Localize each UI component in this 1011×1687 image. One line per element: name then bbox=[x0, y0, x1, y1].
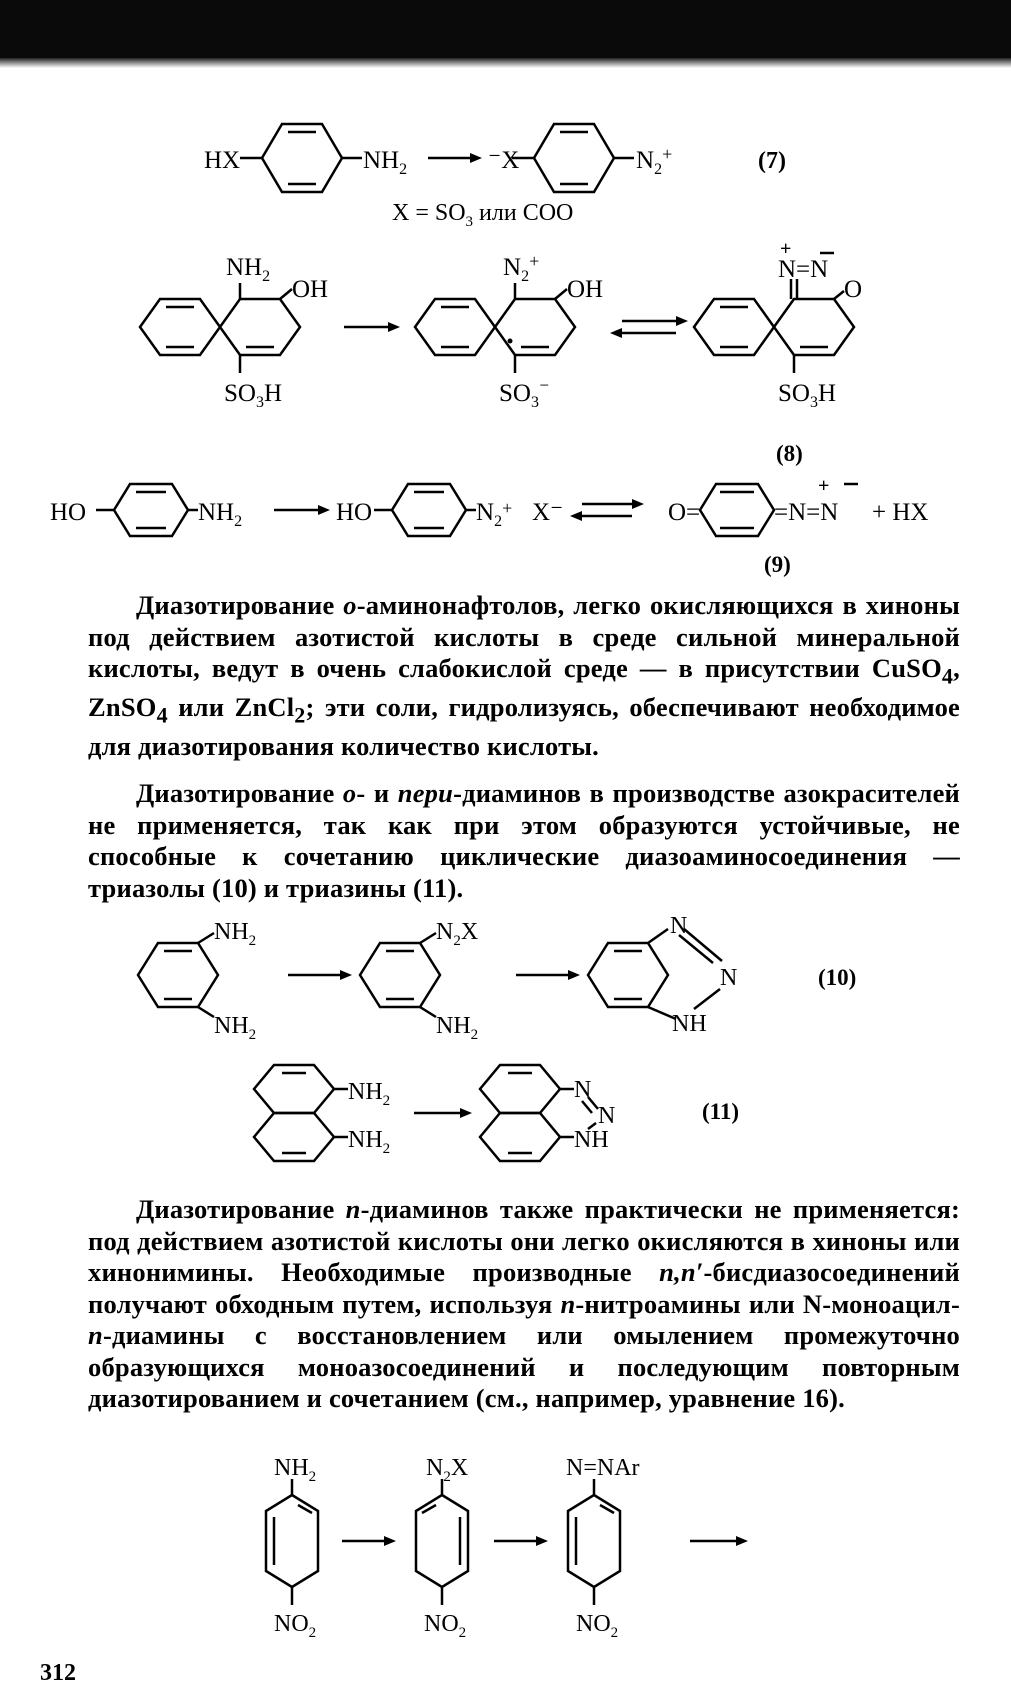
svg-text:SO3⁻: $SO_3^{^-}$ bbox=[499, 378, 550, 411]
eq9-m2-anion: X⁻ bbox=[532, 499, 564, 526]
svg-text:N2X: $N_2X$ bbox=[436, 919, 479, 949]
eq16-m1-bottom: NO bbox=[274, 1611, 309, 1637]
eq9-m3-charge: + bbox=[818, 475, 830, 497]
eq8-m3-charge: + bbox=[780, 238, 792, 260]
eq10-m3-n2: N bbox=[720, 965, 738, 991]
paragraph-3: Диазотирование п-диаминов также практически не применяется: под действием азотистой кислоты они легко окисляются в хиноны или хинонимины. Необходимые производные п,п′-бисдиазосоединений получают обходным путем, используя п-нитроамины или N-моноацил-п-диамины с восстановлением или омылением промежуточно образующихся моноазосоединений и последующим повторным диазотированием и сочетанием (см., например, уравнение 16). bbox=[88, 1194, 961, 1413]
scheme-16 bbox=[0, 1455, 1011, 1645]
eq11-m2-n1: N bbox=[574, 1077, 592, 1103]
svg-text:NO2: $NO_2$ bbox=[274, 1611, 317, 1641]
svg-text:NO2: $NO_2$ bbox=[576, 1611, 619, 1641]
svg-text:N2+: $N_2^+$ bbox=[636, 144, 673, 178]
eq10-m2-top: N bbox=[436, 919, 454, 945]
scheme-11 bbox=[0, 1055, 1011, 1175]
eq8-m2-side: OH bbox=[567, 276, 604, 303]
svg-text:N2+: $N_2^+$ bbox=[476, 498, 513, 530]
eq11-m2-nh: NH bbox=[574, 1127, 609, 1153]
eq8-m3-top: N=N bbox=[778, 256, 829, 283]
eq8-m2-bottom: SO bbox=[499, 380, 531, 407]
scan-top-shadow bbox=[0, 58, 1011, 68]
eq16-m2-bottom: NO bbox=[424, 1611, 459, 1637]
paragraph-2: Диазотирование о- и пери-диаминов в производстве азокрасителей не применяется, так как при этом образуются устойчивые, не способные к сочетанию циклические диазоаминосоединения — триазолы (10) и триазины (11). bbox=[88, 778, 960, 903]
svg-text:NH2: $NH_2$ bbox=[214, 919, 257, 949]
eq9-label: (9) bbox=[764, 552, 791, 577]
eq10-m3-nh: NH bbox=[672, 1011, 707, 1037]
eq7-reactant-left: HX bbox=[204, 147, 241, 174]
eq8-m1-bottom: SO bbox=[224, 380, 256, 407]
eq9-m2-left: HO bbox=[336, 499, 373, 526]
eq11-m2-n2: N bbox=[598, 1103, 616, 1129]
eq9-m1-right: NH bbox=[198, 499, 235, 526]
paragraph-1: Диазотирование о-аминонафтолов, легко окисляющихся в хиноны под действием азотистой кислоты в среде сильной минеральной кислоты, ведут в очень слабокислой среде — в присутствии CuSO$_4$, ZnSO$_4$ или ZnCl$_2$; эти соли, гидролизуясь, обеспечивают необходимое для диазотирования количество кислоты. bbox=[88, 590, 960, 761]
svg-text:SO3H: $SO_3H$ bbox=[778, 380, 837, 411]
eq9-m1-left: HO bbox=[50, 499, 87, 526]
eq7-product-right: N bbox=[636, 147, 655, 174]
eq7-label: (7) bbox=[758, 148, 786, 174]
svg-text:NH2: $NH_2$ bbox=[348, 1127, 391, 1157]
eq9-m2-right: N bbox=[476, 499, 495, 526]
svg-text:SO3H: $SO_3H$ bbox=[224, 380, 283, 411]
eq7-note: X = SO bbox=[392, 200, 466, 226]
eq8-m3-bottom: SO bbox=[778, 380, 810, 407]
eq8-m3-side: O bbox=[844, 276, 863, 303]
eq11-label: (11) bbox=[702, 1099, 740, 1124]
svg-text:NH2: $NH_2$ bbox=[436, 1013, 479, 1043]
svg-text:N2X: $N_2X$ bbox=[426, 1455, 469, 1485]
eq8-m1-side: OH bbox=[292, 276, 329, 303]
scheme-10 bbox=[0, 913, 1011, 1043]
eq10-label: (10) bbox=[818, 965, 857, 990]
eq16-m3-top: N=NAr bbox=[566, 1455, 640, 1481]
eq10-m1-top: NH bbox=[214, 919, 249, 945]
scan-top-border bbox=[0, 0, 1011, 58]
eq9-m3-tail: + HX bbox=[872, 499, 929, 526]
svg-text:X = SO3 или COO: $X = SO_3$ или COO bbox=[392, 200, 574, 230]
scheme-8 bbox=[0, 238, 1011, 470]
svg-text:N2+: $N_2^+$ bbox=[503, 251, 540, 285]
svg-text:NH2: $NH_2$ bbox=[363, 147, 408, 178]
svg-text:NH2: $NH_2$ bbox=[198, 499, 243, 530]
eq10-m2-bottom: NH bbox=[436, 1013, 471, 1039]
page-number: 312 bbox=[40, 1660, 76, 1686]
svg-text:NH2: $NH_2$ bbox=[214, 1013, 257, 1043]
svg-text:NH2: $NH_2$ bbox=[274, 1455, 317, 1485]
eq7-product-left: ⁻X bbox=[488, 147, 520, 174]
svg-text:NH2: $NH_2$ bbox=[226, 254, 271, 285]
eq10-m1-bottom: NH bbox=[214, 1013, 249, 1039]
eq11-m1-bottom: NH bbox=[348, 1127, 383, 1153]
svg-text:NH2: $NH_2$ bbox=[348, 1079, 391, 1109]
svg-text:NO2: $NO_2$ bbox=[424, 1611, 467, 1641]
scheme-9 bbox=[0, 470, 1011, 580]
scheme-7 bbox=[0, 110, 1011, 230]
eq16-m2-top: N bbox=[426, 1455, 444, 1481]
eq10-m3-n1: N bbox=[670, 913, 688, 939]
eq9-m3-right: =N=N bbox=[774, 499, 839, 526]
eq16-m3-bottom: NO bbox=[576, 1611, 611, 1637]
eq8-label: (8) bbox=[776, 441, 803, 466]
eq8-m1-top: NH bbox=[226, 254, 263, 281]
eq16-m1-top: NH bbox=[274, 1455, 309, 1481]
eq7-reactant-right: NH bbox=[363, 147, 400, 174]
eq8-m2-top: N bbox=[503, 254, 522, 281]
eq9-m3-left: O= bbox=[668, 499, 701, 526]
eq11-m1-top: NH bbox=[348, 1079, 383, 1105]
